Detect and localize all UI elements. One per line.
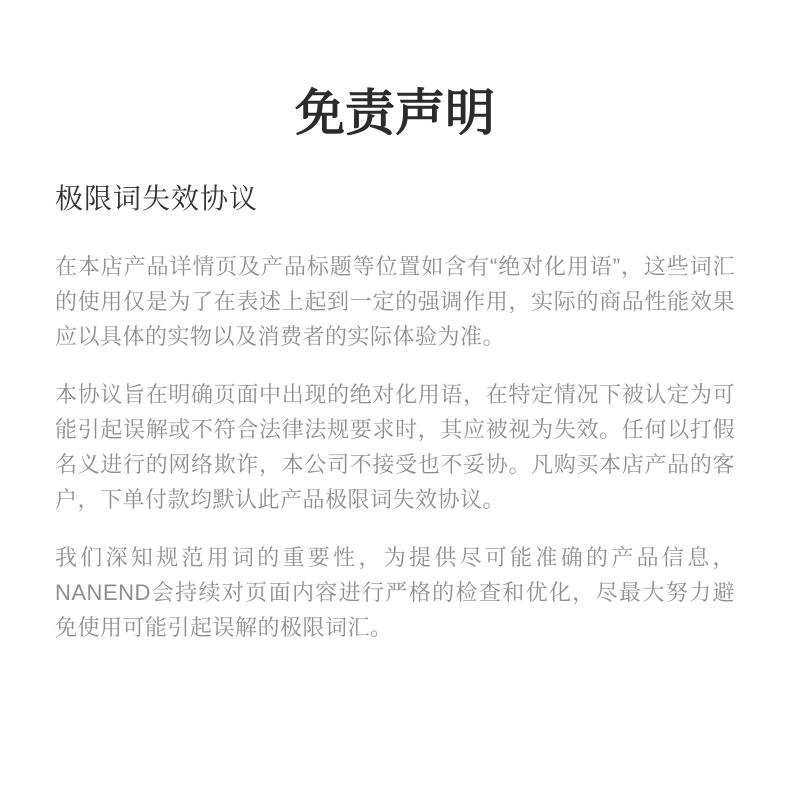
paragraph-invalidity-agreement: 本协议旨在明确页面中出现的绝对化用语，在特定情况下被认定为可能引起误解或不符合法律法规要求时，其应被视为失效。任何以打假名义进行的网络欺诈，本公司不接受也不妥协。凡购买本店产品的客户，下单付款均默认此产品极限词失效协议。: [55, 382, 735, 512]
paragraph-absolute-terms: 在本店产品详情页及产品标题等位置如含有“绝对化用语”，这些词汇的使用仅是为了在表述上起到一定的强调作用，实际的商品性能效果应以具体的实物以及消费者的实际体验为准。: [55, 254, 735, 349]
disclaimer-page: [0, 86, 790, 806]
page-title: 免责声明: [295, 85, 495, 141]
section-heading: 极限词失效协议: [55, 183, 259, 214]
paragraph-wording-commitment: 我们深知规范用词的重要性，为提供尽可能准确的产品信息，NANEND会持续对页面内容进行严格的检查和优化，尽最大努力避免使用可能引起误解的极限词汇。: [55, 545, 735, 640]
